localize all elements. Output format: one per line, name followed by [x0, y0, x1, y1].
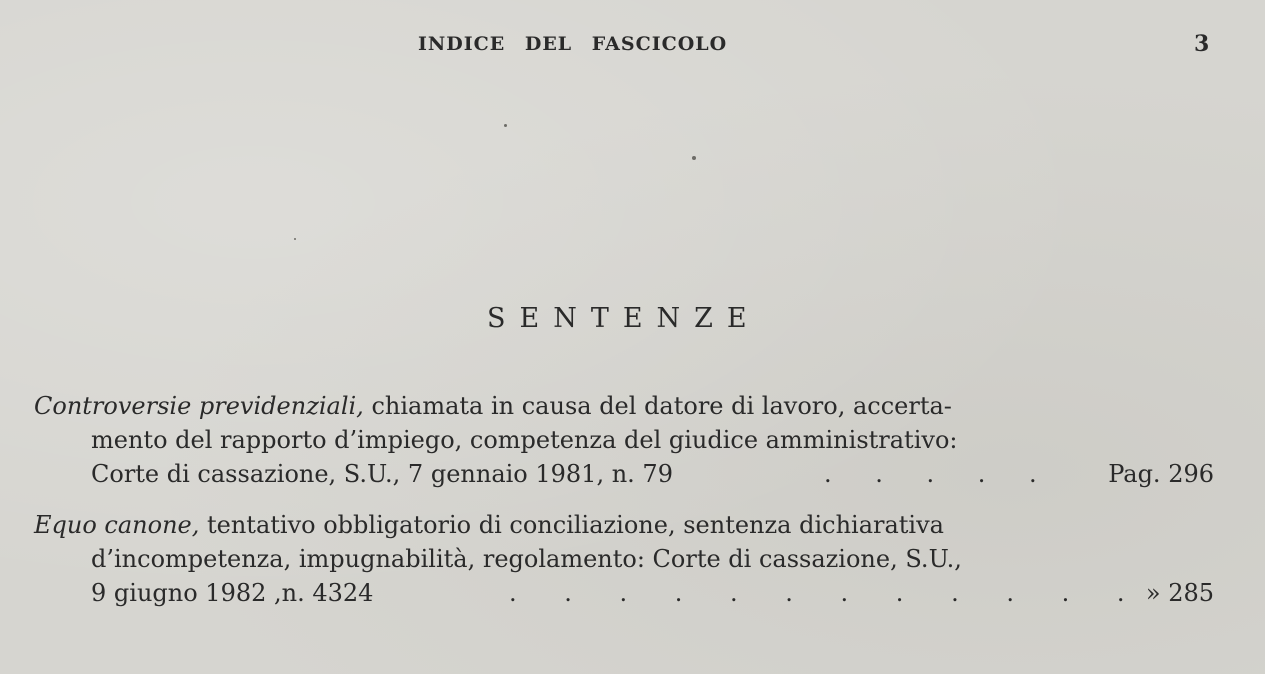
page-number: 3 [1194, 31, 1210, 57]
entry-text: chiamata in causa del datore di lavoro, accerta- [363, 392, 952, 420]
entry-page-reference: Pag. 296 [1108, 460, 1214, 488]
entry-topic: Equo canone, [34, 511, 200, 539]
index-entry [34, 508, 1224, 610]
index-entry [34, 389, 1224, 491]
entry-text: tentativo obbligatorio di conciliazione, sentenza dichiarativa [199, 511, 944, 539]
entry-page-reference: » 285 [1145, 579, 1214, 607]
running-head: INDICE DEL FASCICOLO [418, 33, 728, 55]
entry-line-1 [34, 389, 1224, 423]
entry-citation: Corte di cassazione, S.U., 7 gennaio 1981, n. 79 [91, 460, 673, 488]
entry-reference-row [34, 457, 1224, 491]
dot-leader: . . . . . . . . . . . . [509, 579, 1125, 607]
entry-line-1 [34, 508, 1224, 542]
section-title: SENTENZE [487, 303, 761, 334]
entry-topic: Controversie previdenziali, [34, 392, 364, 420]
entry-line-2: d’incompetenza, impugnabilità, regolamento: Corte di cassazione, S.U., [91, 545, 962, 573]
entry-citation: 9 giugno 1982 ,n. 4324 [91, 579, 374, 607]
dot-leader: . . . . . [824, 460, 1037, 488]
entry-line-2: mento del rapporto d’impiego, competenza del giudice amministrativo: [91, 426, 958, 454]
entry-reference-row [34, 576, 1224, 610]
paper-speck [504, 124, 507, 127]
paper-speck [692, 156, 696, 160]
paper-speck [294, 238, 296, 240]
